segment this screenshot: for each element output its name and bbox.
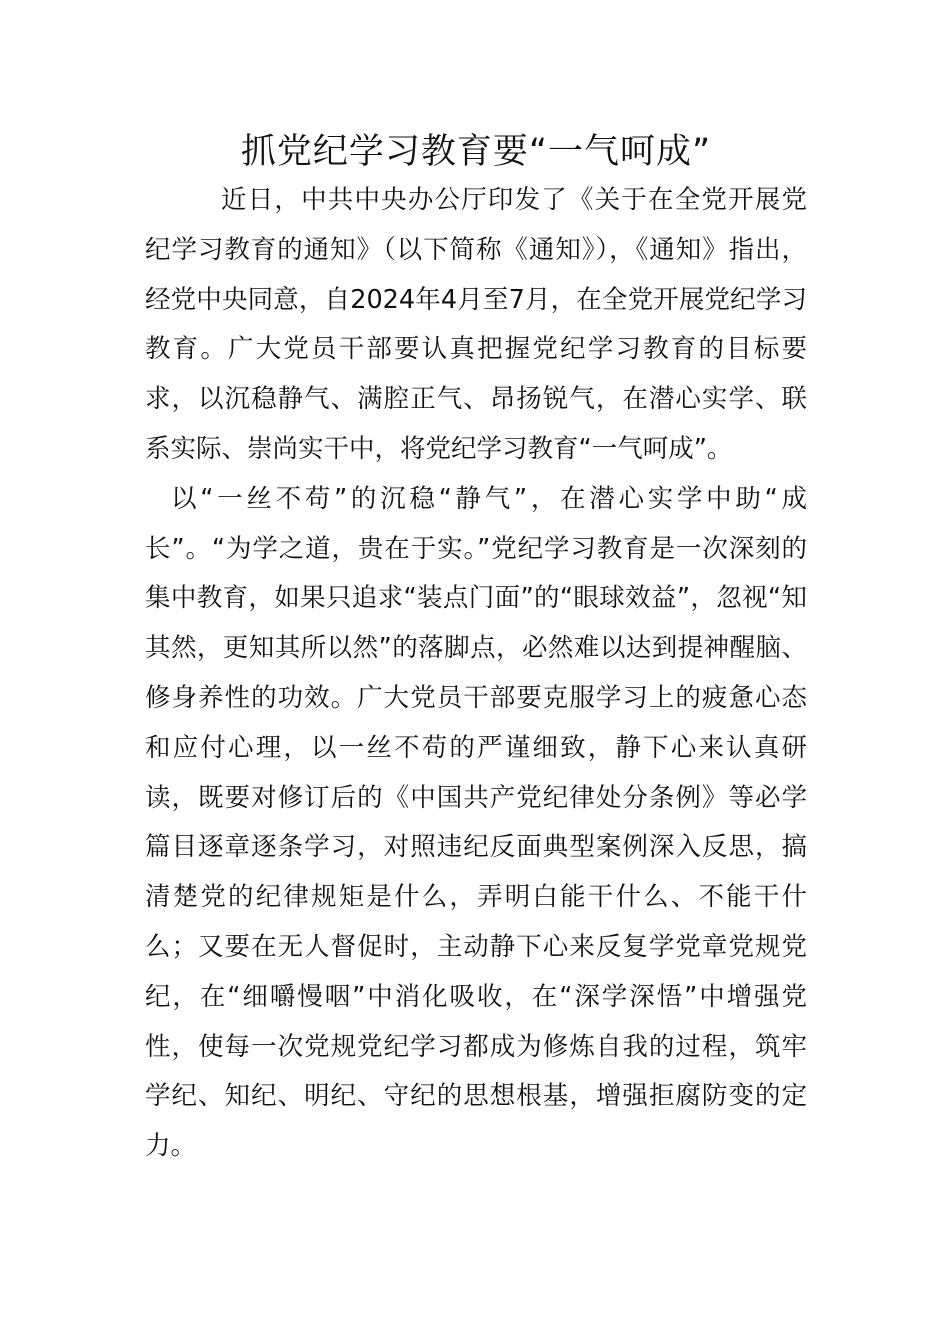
paragraph-intro: 近日，中共中央办公厅印发了《关于在全党开展党纪学习教育的通知》（以下简称《通知》），《通知》指出，经党中央同意，自2024年4月至7月，在全党开展党纪学习教育。广大党员干部要认真把握党纪学习教育的目标要求，以沉稳静气、满腔正气、昂扬锐气，在潜心实学、联系实际、崇尚实干中，将党纪学习教育“一气呵成”。: [145, 185, 807, 464]
document-title: 抓党纪学习教育要“一气呵成”: [240, 132, 712, 172]
paragraph-section-one: 以“一丝不苟”的沉稳“静气”，在潜心实学中助“成长”。“为学之道，贵在于实。”党纪学习教育是一次深刻的集中教育，如果只追求“装点门面”的“眼球效益”，忽视“知其然，更知其所以然”的落脚点，必然难以达到提神醒脑、修身养性的功效。广大党员干部要克服学习上的疲惫心态和应付心理，以一丝不苟的严谨细致，静下心来认真研读，既要对修订后的《中国共产党纪律处分条例》等必学篇目逐章逐条学习，对照违纪反面典型案例深入反思，搞清楚党的纪律规矩是什么，弄明白能干什么、不能干什么；又要在无人督促时，主动静下心来反复学党章党规党纪，在“细嚼慢咽”中消化吸收，在“深学深悟”中增强党性，使每一次党规党纪学习都成为修炼自我的过程，筑牢学纪、知纪、明纪、守纪的思想根基，增强拒腐防变的定力。: [145, 483, 807, 1162]
document-page: [145, 128, 807, 1172]
